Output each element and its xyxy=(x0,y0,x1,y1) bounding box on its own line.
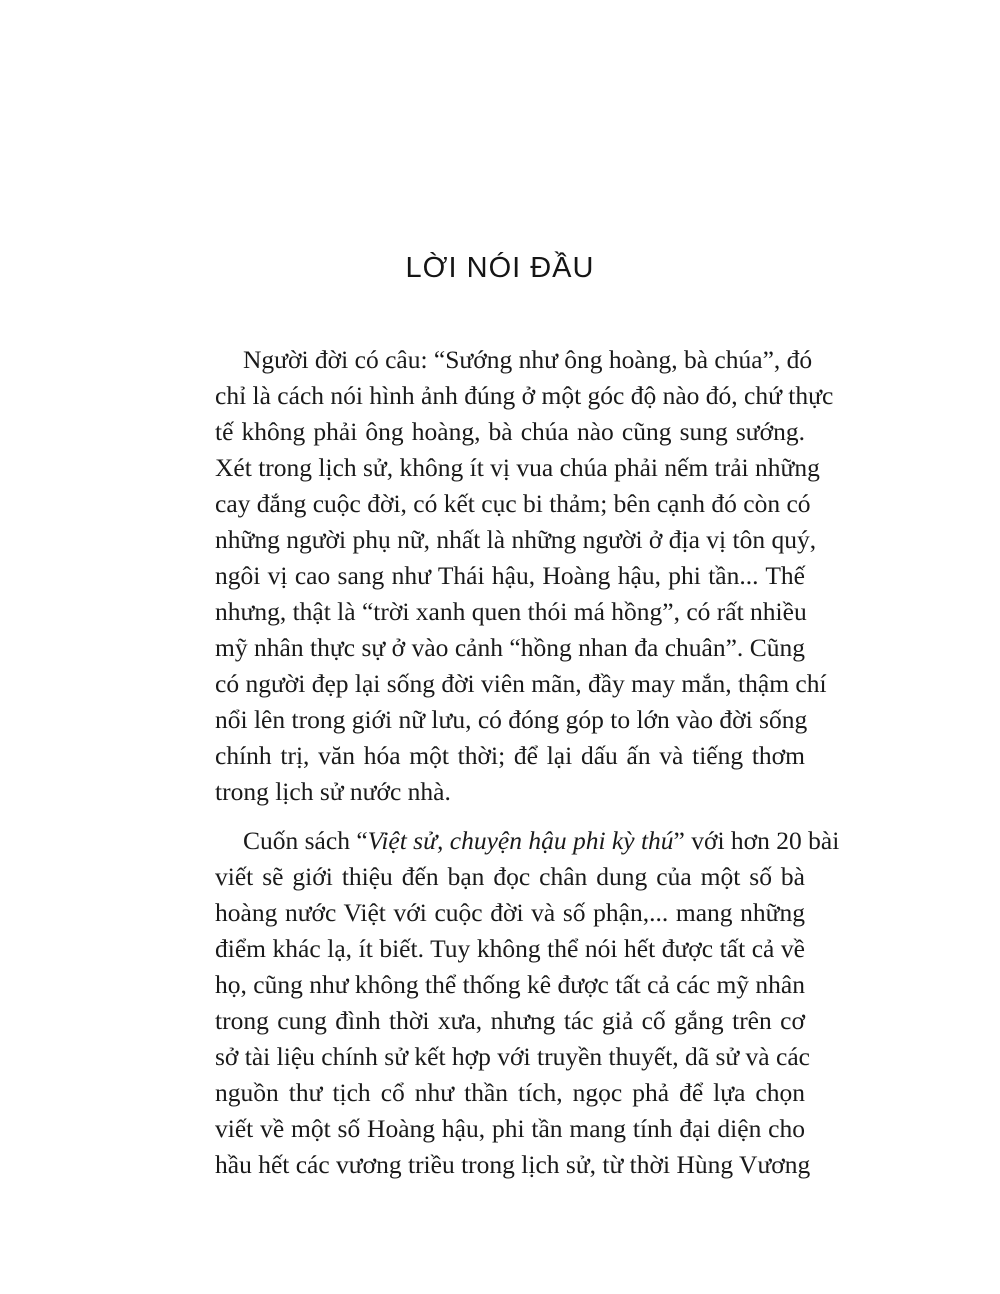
body-text xyxy=(215,342,840,1183)
paragraph-line: trong lịch sử nước nhà. xyxy=(215,777,451,806)
paragraph-line: sở tài liệu chính sử kết hợp với truyền thuyết, dã sử và các xyxy=(215,1042,810,1071)
book-title: Việt sử, chuyện hậu phi kỳ thú xyxy=(367,826,674,855)
paragraph-line: mỹ nhân thực sự ở vào cảnh “hồng nhan đa chuân”. Cũng xyxy=(215,633,805,662)
paragraph-line: hầu hết các vương triều trong lịch sử, từ thời Hùng Vương xyxy=(215,1150,811,1179)
paragraph-2 xyxy=(215,823,840,1183)
page-title: LỜI NÓI ĐẦU xyxy=(405,252,595,284)
paragraph-line: tế không phải ông hoàng, bà chúa nào cũng sung sướng. xyxy=(215,417,805,446)
paragraph-line: có người đẹp lại sống đời viên mãn, đầy may mắn, thậm chí xyxy=(215,669,827,698)
paragraph-line: ngôi vị cao sang như Thái hậu, Hoàng hậu, phi tần... Thế xyxy=(215,561,805,590)
paragraph-line: Người đời có câu: “Sướng như ông hoàng, bà chúa”, đó xyxy=(243,345,813,374)
paragraph-line: chính trị, văn hóa một thời; để lại dấu ấn và tiếng thơm xyxy=(215,741,805,770)
paragraph-line: viết sẽ giới thiệu đến bạn đọc chân dung của một số bà xyxy=(215,862,805,891)
paragraph-line xyxy=(215,823,840,859)
paragraph-line: viết về một số Hoàng hậu, phi tần mang tính đại diện cho xyxy=(215,1114,805,1143)
paragraph-1 xyxy=(215,342,834,810)
paragraph-line: họ, cũng như không thể thống kê được tất cả các mỹ nhân xyxy=(215,970,805,999)
paragraph-line: nguồn thư tịch cổ như thần tích, ngọc phả để lựa chọn xyxy=(215,1078,805,1107)
paragraph-line: nổi lên trong giới nữ lưu, có đóng góp to lớn vào đời sống xyxy=(215,705,808,734)
paragraph-line: nhưng, thật là “trời xanh quen thói má hồng”, có rất nhiều xyxy=(215,597,807,626)
paragraph-line: những người phụ nữ, nhất là những người ở địa vị tôn quý, xyxy=(215,525,817,554)
paragraph-line: chỉ là cách nói hình ảnh đúng ở một góc độ nào đó, chứ thực xyxy=(215,381,834,410)
text-run: Cuốn sách “ xyxy=(243,826,368,855)
paragraph-line: trong cung đình thời xưa, nhưng tác giả cố gắng trên cơ xyxy=(215,1006,805,1035)
paragraph-line: Xét trong lịch sử, không ít vị vua chúa phải nếm trải những xyxy=(215,453,820,482)
paragraph-line: hoàng nước Việt với cuộc đời và số phận,... mang những xyxy=(215,898,805,927)
paragraph-line: điểm khác lạ, ít biết. Tuy không thể nói hết được tất cả về xyxy=(215,934,805,963)
paragraph-line: cay đắng cuộc đời, có kết cục bi thảm; bên cạnh đó còn có xyxy=(215,489,811,518)
text-run: ” với hơn 20 bài xyxy=(673,826,840,855)
